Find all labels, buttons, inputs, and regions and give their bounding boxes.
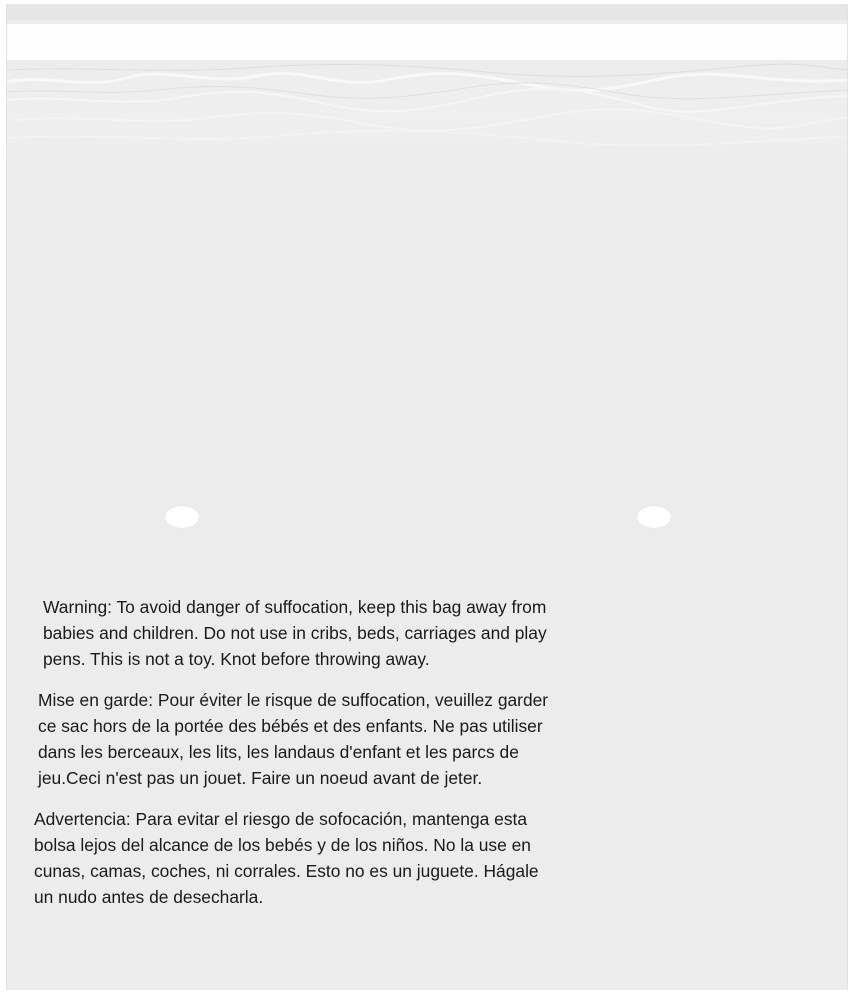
- warning-english: Warning: To avoid danger of suffocation, keep this bag away from babies and children. Do not use in cribs, beds, carriages and play pens. This is not a toy. Knot before throwing away.: [43, 597, 547, 669]
- adhesive-flap-band: [7, 24, 847, 61]
- warning-spanish: Advertencia: Para evitar el riesgo de sofocación, mantenga esta bolsa lejos del alcance de los bebés y de los niños. No la use en cunas, camas, coches, ni corrales. Esto no es un juguete. Hágale un nudo antes de desecharla.: [34, 809, 539, 907]
- warning-french: Mise en garde: Pour éviter le risque de suffocation, veuillez garder ce sac hors de la portée des bébés et des enfants. Ne pas utiliser dans les berceaux, les lits, les landaus d'enfant et les parcs de jeu.Ceci n'est pas un jouet. Faire un noeud avant de jeter.: [38, 690, 549, 788]
- top-seal-strip: [7, 4, 847, 20]
- hang-hole-left: [165, 506, 199, 528]
- poly-bag: [6, 4, 848, 990]
- wrinkled-seal-area: [7, 60, 847, 170]
- hang-hole-right: [637, 506, 671, 528]
- wrinkle-lines: [7, 60, 847, 170]
